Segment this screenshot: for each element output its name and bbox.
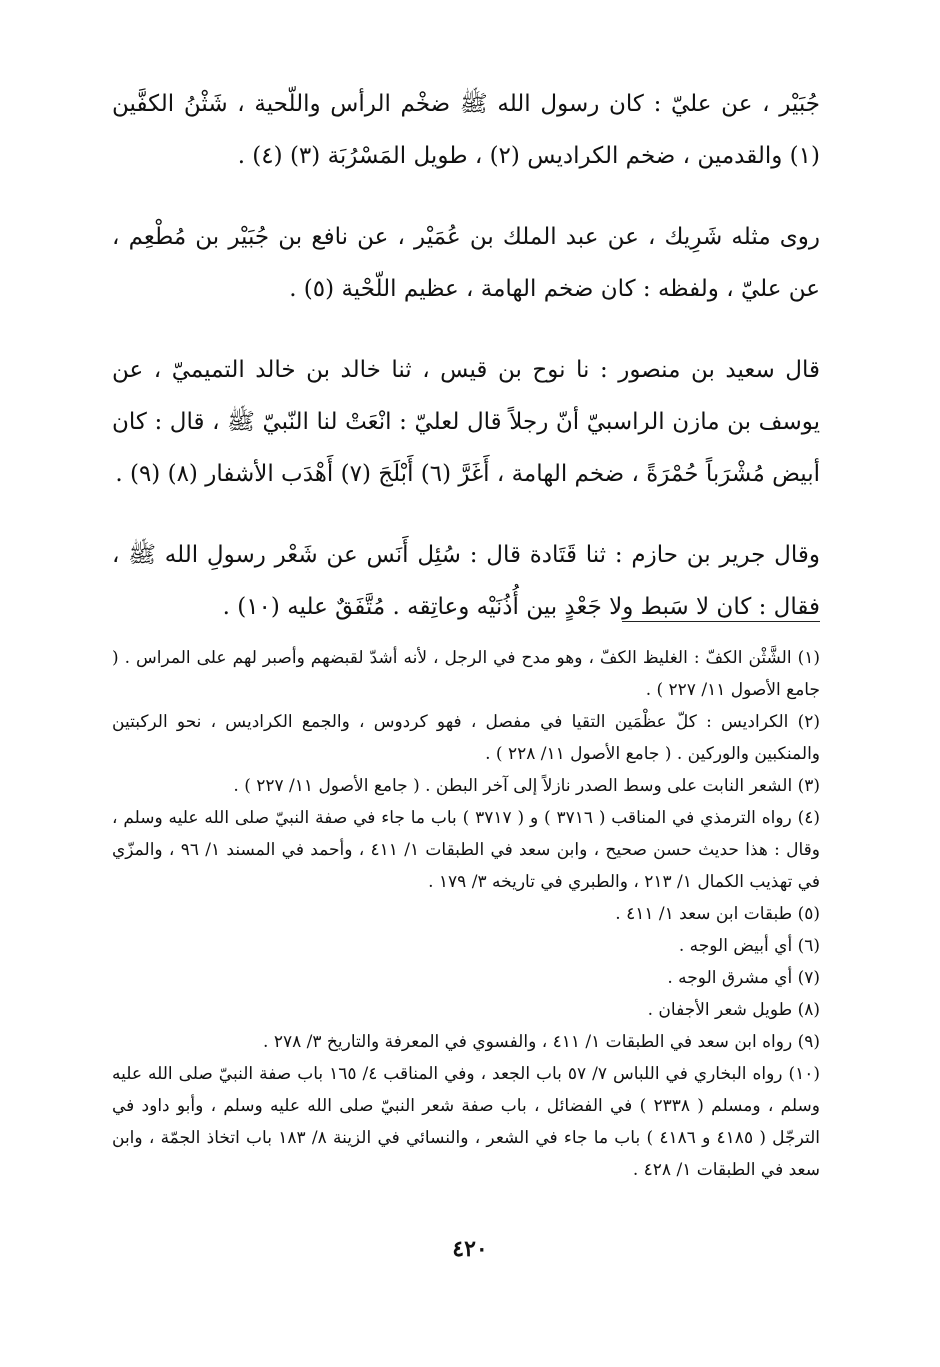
paragraph: جُبَيْر ، عن عليّ : كان رسول الله ﷺ ضخْم الرأس واللّحية ، شَثْنُ الكفَّين (١) والقدمين ، ضخم الكراديس (٢) ، طويل المَسْرُبَة (٣) (٤) .	[112, 91, 820, 169]
paragraph: روى مثله شَرِيك ، عن عبد الملك بن عُمَيْر ، عن نافع بن جُبَيْر بن مُطْعِم ، عن عليّ ، ولفظه : كان ضخم الهامة ، عظيم اللّحْية (٥) .	[112, 224, 820, 302]
footnote: (٧) أي مشرق الوجه .	[667, 968, 820, 988]
footnote-separator	[622, 621, 820, 622]
paragraph: وقال جرير بن حازم : ثنا قَتَادة قال : سُئِل أَنَس عن شَعْر رسولِ الله ﷺ ، فقال : كان لا سَبط ولا جَعْدٍ بين أُذُنَيْه وعاتِقه . مُتَّفَقٌ عليه (١٠) .	[112, 542, 820, 620]
page-number: ٤٢٠	[452, 1236, 488, 1262]
footnote: (٤) رواه الترمذي في المناقب ( ٣٧١٦ ) و ( ٣٧١٧ ) باب ما جاء في صفة النبيّ صلى الله عليه وسلم ، وقال : هذا حديث حسن صحيح ، وابن سعد في الطبقات ١/ ٤١١ ، وأحمد في المسند ١/ ٩٦ ، والمزّي في تهذيب الكمال ١/ ٢١٣ ، والطبري في تاريخه ٣/ ١٧٩ .	[112, 808, 821, 892]
footnote: (٣) الشعر النابت على وسط الصدر نازلاً إلى آخر البطن . ( جامع الأصول ١١/ ٢٢٧ ) .	[233, 776, 820, 796]
main-text	[112, 78, 820, 662]
footnote: (١٠) رواه البخاري في اللباس ٧/ ٥٧ باب الجعد ، وفي المناقب ٤/ ١٦٥ باب صفة النبيّ صلى الله عليه وسلم ، ومسلم ( ٢٣٣٨ ) في الفضائل ، باب صفة شعر النبيّ صلى الله عليه وسلم ، وأبو داود في الترجّل ( ٤١٨٥ و ٤١٨٦ ) باب ما جاء في الشعر ، والنسائي في الزينة ٨/ ١٨٣ باب اتخاذ الجمّة ، وابن سعد في الطبقات ١/ ٤٢٨ .	[112, 1064, 820, 1180]
footnote: (١) الشَّثْن الكفّ : الغليظ الكفّ ، وهو مدح في الرجل ، لأنه أشدّ لقبضهم وأصبر لهم على المراس . ( جامع الأصول ١١/ ٢٢٧ ) .	[112, 648, 820, 700]
paragraph: قال سعيد بن منصور : نا نوح بن قيس ، ثنا خالد بن خالد التميميّ ، عن يوسف بن مازن الراسبيّ أنّ رجلاً قال لعليّ : انْعَتْ لنا النّبيّ ﷺ ، قال : كان أبيض مُشْرَباً حُمْرَةً ، ضخم الهامة ، أَغَرَّ (٦) أَبْلَجَ (٧) أَهْدَب الأشفار (٨) (٩) .	[112, 357, 820, 487]
footnote: (٦) أي أبيض الوجه .	[678, 936, 820, 956]
footnote: (٩) رواه ابن سعد في الطبقات ١/ ٤١١ ، والفسوي في المعرفة والتاريخ ٣/ ٢٧٨ .	[263, 1032, 820, 1052]
footnote: (٢) الكراديس : كلّ عظْمَين التقيا في مفصل ، فهو كردوس ، والجمع الكراديس ، نحو الركبتين والمنكبين والوركين . ( جامع الأصول ١١/ ٢٢٨ ) .	[112, 712, 820, 764]
footnotes	[112, 642, 820, 1186]
footnote: (٨) طويل شعر الأجفان .	[647, 1000, 820, 1020]
footnote: (٥) طبقات ابن سعد ١/ ٤١١ .	[615, 904, 820, 924]
